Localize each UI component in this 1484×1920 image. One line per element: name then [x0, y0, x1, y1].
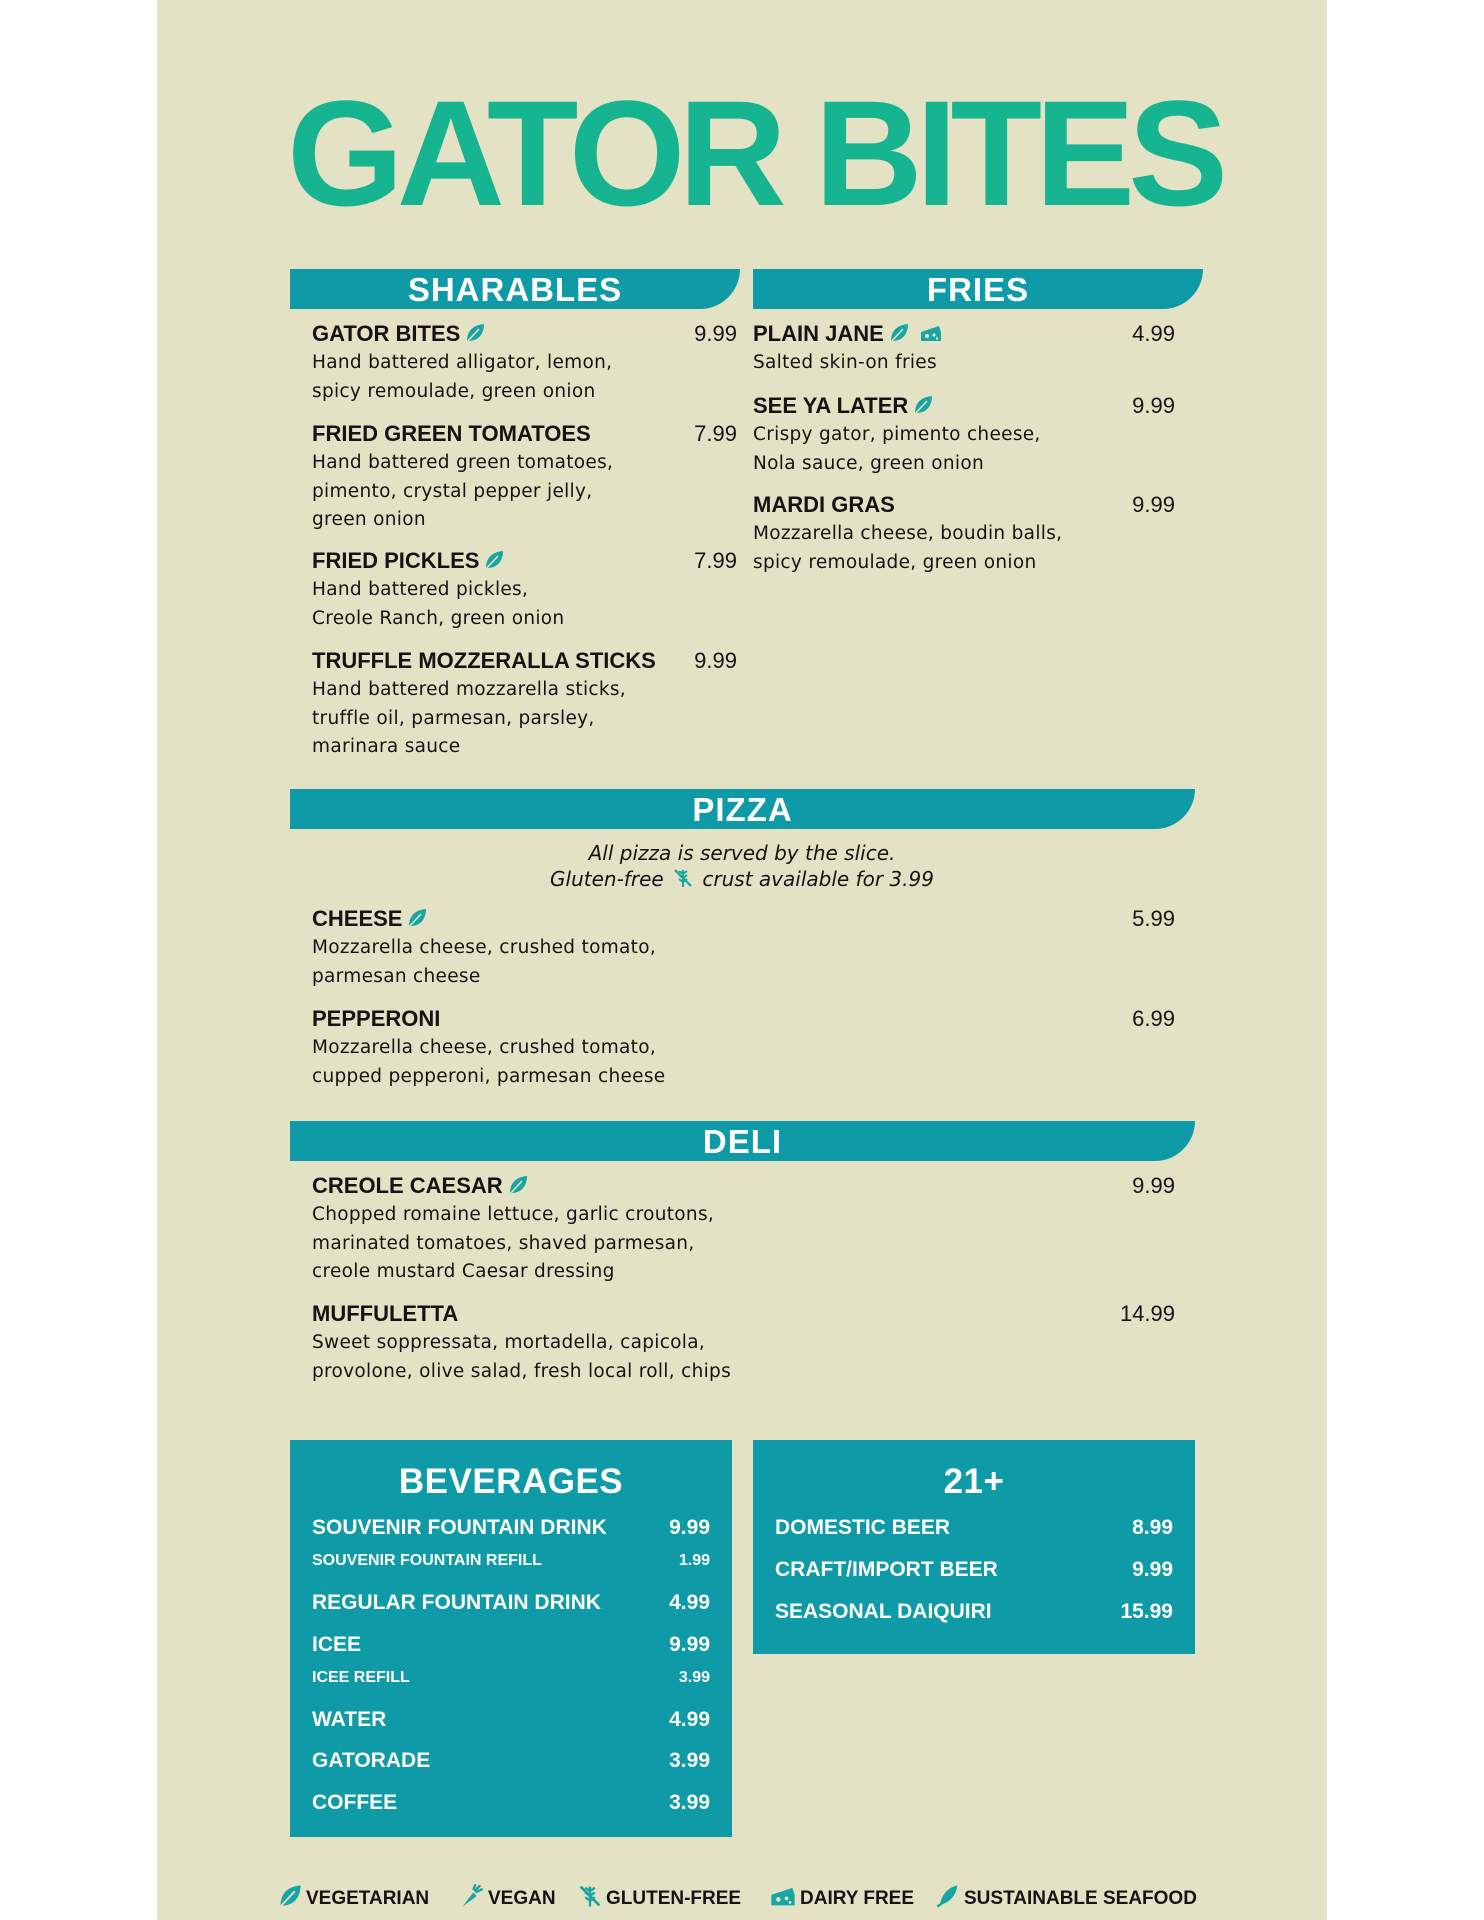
- item-description: spicy remoulade, green onion: [753, 551, 1037, 573]
- section-header-sharables: SHARABLES: [290, 269, 740, 309]
- item-name-text: MUFFULETTA: [312, 1301, 459, 1326]
- menu-item: [312, 1299, 1175, 1386]
- menu-item: [312, 1004, 1175, 1091]
- item-name: [312, 646, 737, 676]
- item-description: Hand battered pickles,: [312, 579, 529, 600]
- item-description: provolone, olive salad, fresh local roll, chips: [312, 1360, 732, 1382]
- item-price: 9.99: [694, 648, 737, 673]
- beverage-price: 9.99: [669, 1516, 710, 1539]
- vegetarian-icon: [464, 322, 486, 344]
- adult-drink-name: DOMESTIC BEER: [775, 1516, 951, 1539]
- adult-drink-price: 9.99: [1132, 1558, 1173, 1581]
- item-description: Salted skin-on fries: [753, 352, 937, 373]
- beverage-name: COFFEE: [312, 1791, 398, 1814]
- legend-label: GLUTEN-FREE: [606, 1888, 742, 1909]
- item-name: [312, 1004, 1175, 1034]
- adult-drink-name: SEASONAL DAIQUIRI: [775, 1600, 992, 1623]
- menu-item: [312, 646, 737, 762]
- beverage-name: WATER: [312, 1708, 387, 1731]
- item-price: 7.99: [694, 421, 737, 446]
- item-name-text: PEPPERONI: [312, 1006, 441, 1031]
- section-header-pizza: PIZZA: [290, 789, 1195, 829]
- beverage-name: SOUVENIR FOUNTAIN REFILL: [312, 1552, 542, 1569]
- beverage-name: REGULAR FOUNTAIN DRINK: [312, 1591, 601, 1614]
- item-description: green onion: [312, 509, 426, 530]
- beverage-name: ICEE: [312, 1633, 362, 1656]
- legend-label: VEGAN: [488, 1888, 556, 1909]
- beverage-name: ICEE REFILL: [312, 1669, 410, 1686]
- item-description: Creole Ranch, green onion: [312, 607, 565, 629]
- menu-item: [312, 546, 737, 633]
- item-description: cupped pepperoni, parmesan cheese: [312, 1065, 666, 1087]
- vegetarian-icon: [888, 322, 910, 344]
- beverage-name: GATORADE: [312, 1749, 431, 1772]
- item-description: spicy remoulade, green onion: [312, 380, 596, 402]
- menu-item: [312, 419, 737, 535]
- item-description: Mozzarella cheese, crushed tomato,: [312, 937, 657, 958]
- item-price: 9.99: [1132, 492, 1175, 517]
- pizza-note-gluten-free: Gluten-free: [550, 867, 664, 891]
- legend-label: VEGETARIAN: [306, 1888, 430, 1909]
- vegetarian-icon: [277, 1883, 303, 1909]
- item-price: 5.99: [1132, 906, 1175, 931]
- item-description: Sweet soppressata, mortadella, capicola,: [312, 1332, 706, 1353]
- vegan-icon: [459, 1883, 485, 1909]
- dietary-legend: [157, 1883, 1327, 1913]
- item-description: Hand battered mozzarella sticks,: [312, 679, 626, 700]
- legend-gluten-free: [577, 1883, 741, 1914]
- item-name-text: MARDI GRAS: [753, 492, 895, 517]
- beverage-item: [312, 1515, 710, 1541]
- item-price: 9.99: [1132, 393, 1175, 418]
- item-name-text: GATOR BITES: [312, 321, 461, 346]
- item-description: Crispy gator, pimento cheese,: [753, 424, 1041, 445]
- beverage-item: [312, 1667, 710, 1689]
- item-description: Chopped romaine lettuce, garlic croutons,: [312, 1204, 715, 1225]
- adult-drinks-panel: [753, 1440, 1195, 1654]
- pizza-note-line2: [157, 866, 1327, 892]
- adult-drink-price: 8.99: [1132, 1516, 1173, 1539]
- vegetarian-icon: [912, 394, 934, 416]
- item-description: Mozzarella cheese, crushed tomato,: [312, 1037, 657, 1058]
- item-name: [312, 1171, 1175, 1201]
- dairy-free-icon: [769, 1883, 797, 1909]
- item-name-text: FRIED GREEN TOMATOES: [312, 421, 591, 446]
- section-header-deli: DELI: [290, 1121, 1195, 1161]
- item-name: [312, 546, 737, 576]
- item-description: creole mustard Caesar dressing: [312, 1261, 615, 1282]
- legend-vegetarian: [277, 1883, 429, 1914]
- beverage-name: SOUVENIR FOUNTAIN DRINK: [312, 1516, 607, 1539]
- menu-item: [753, 391, 1175, 478]
- section-header-fries: FRIES: [753, 269, 1203, 309]
- item-description: Hand battered alligator, lemon,: [312, 352, 613, 373]
- item-name: [312, 419, 737, 449]
- legend-dairy-free: [769, 1883, 914, 1914]
- item-description: truffle oil, parmesan, parsley,: [312, 707, 595, 729]
- menu-item: [753, 490, 1175, 577]
- menu-item: [312, 1171, 1175, 1287]
- beverages-title: BEVERAGES: [398, 1462, 624, 1501]
- item-price: 9.99: [1132, 1173, 1175, 1198]
- pizza-note-line1: All pizza is served by the slice.: [588, 841, 896, 865]
- item-description: marinara sauce: [312, 736, 461, 757]
- adult-drink-item: [775, 1557, 1173, 1583]
- beverage-item: [312, 1707, 710, 1733]
- menu-page: [157, 0, 1327, 1920]
- item-name: [312, 319, 737, 349]
- item-description: marinated tomatoes, shaved parmesan,: [312, 1232, 695, 1254]
- menu-title: GATOR BITES: [287, 69, 1222, 237]
- legend-sustainable-seafood: [935, 1883, 1197, 1914]
- vegetarian-icon: [507, 1174, 529, 1196]
- beverage-item: [312, 1550, 710, 1572]
- beverage-price: 4.99: [669, 1591, 710, 1614]
- item-price: 4.99: [1132, 321, 1175, 346]
- item-price: 7.99: [694, 548, 737, 573]
- vegetarian-icon: [483, 549, 505, 571]
- item-price: 14.99: [1119, 1301, 1175, 1326]
- item-description: Hand battered green tomatoes,: [312, 452, 614, 473]
- menu-item: [312, 319, 737, 406]
- dairy-free-icon: [918, 322, 944, 344]
- item-name: [753, 391, 1175, 421]
- pizza-note-crust: crust available for 3.99: [702, 867, 934, 891]
- item-name-text: CREOLE CAESAR: [312, 1173, 503, 1198]
- menu-item: [753, 319, 1175, 378]
- beverage-price: 3.99: [669, 1791, 710, 1814]
- item-name-text: TRUFFLE MOZZERALLA STICKS: [312, 648, 656, 673]
- beverage-item: [312, 1590, 710, 1616]
- beverage-item: [312, 1790, 710, 1816]
- item-description: pimento, crystal pepper jelly,: [312, 480, 593, 502]
- item-name: [312, 904, 1175, 934]
- item-name-text: PLAIN JANE: [753, 321, 884, 346]
- item-name: [753, 319, 1175, 349]
- adult-drinks-title: 21+: [943, 1462, 1005, 1501]
- beverage-price: 9.99: [669, 1633, 710, 1656]
- legend-label: SUSTAINABLE SEAFOOD: [964, 1888, 1197, 1909]
- adult-drink-price: 15.99: [1120, 1600, 1173, 1623]
- item-name-text: FRIED PICKLES: [312, 548, 480, 573]
- legend-label: DAIRY FREE: [800, 1888, 915, 1909]
- menu-item: [312, 904, 1175, 991]
- item-price: 6.99: [1132, 1006, 1175, 1031]
- adult-drink-item: [775, 1599, 1173, 1625]
- item-description: parmesan cheese: [312, 965, 481, 987]
- item-description: Mozzarella cheese, boudin balls,: [753, 523, 1063, 544]
- item-description: Nola sauce, green onion: [753, 452, 984, 474]
- gluten-free-icon: [577, 1883, 603, 1909]
- adult-drink-item: [775, 1515, 1173, 1541]
- adult-drink-name: CRAFT/IMPORT BEER: [775, 1558, 998, 1581]
- legend-vegan: [459, 1883, 556, 1914]
- item-name-text: SEE YA LATER: [753, 393, 909, 418]
- vegetarian-icon: [406, 907, 428, 929]
- item-price: 9.99: [694, 321, 737, 346]
- beverage-price: 4.99: [669, 1708, 710, 1731]
- beverage-item: [312, 1632, 710, 1658]
- beverage-price: 3.99: [669, 1749, 710, 1772]
- beverages-panel: [290, 1440, 732, 1837]
- gluten-free-icon: [672, 867, 694, 889]
- beverage-price: 1.99: [678, 1552, 710, 1569]
- sustainable-seafood-icon: [935, 1883, 961, 1909]
- beverage-price: 3.99: [678, 1669, 710, 1686]
- item-name: [312, 1299, 1175, 1329]
- item-name-text: CHEESE: [312, 906, 403, 931]
- item-name: [753, 490, 1175, 520]
- beverage-item: [312, 1748, 710, 1774]
